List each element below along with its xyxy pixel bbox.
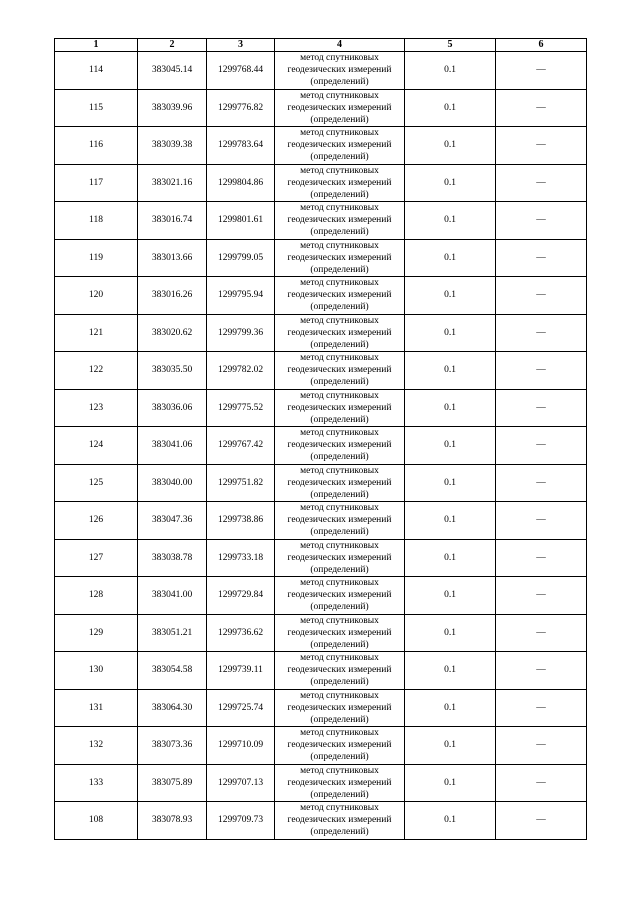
method-text-line: метод спутниковых <box>300 690 379 701</box>
method-text-line: геодезических измерений <box>287 365 392 376</box>
method-text-line: метод спутниковых <box>300 653 379 664</box>
method-text-line: метод спутниковых <box>300 353 379 364</box>
accuracy-cell: 0.1 <box>405 127 496 165</box>
point-number-cell: 125 <box>55 464 138 502</box>
method-text-line: (определений) <box>310 677 369 688</box>
x-coordinate-cell: 383036.06 <box>138 389 207 427</box>
y-coordinate-cell: 1299739.11 <box>207 652 275 690</box>
point-number-cell: 131 <box>55 689 138 727</box>
point-number-cell: 120 <box>55 277 138 315</box>
x-coordinate-cell: 383045.14 <box>138 52 207 90</box>
y-coordinate-cell: 1299783.64 <box>207 127 275 165</box>
point-number-cell: 127 <box>55 539 138 577</box>
point-number-cell: 117 <box>55 164 138 202</box>
y-coordinate-cell: 1299799.05 <box>207 239 275 277</box>
method-text-line: метод спутниковых <box>300 315 379 326</box>
y-coordinate-cell: 1299775.52 <box>207 389 275 427</box>
method-text-line: метод спутниковых <box>300 165 379 176</box>
y-coordinate-cell: 1299751.82 <box>207 464 275 502</box>
method-text-line: геодезических измерений <box>287 815 392 826</box>
y-coordinate-cell: 1299799.36 <box>207 314 275 352</box>
accuracy-cell: 0.1 <box>405 764 496 802</box>
accuracy-cell: 0.1 <box>405 689 496 727</box>
accuracy-cell: 0.1 <box>405 89 496 127</box>
method-text-line: (определений) <box>310 827 369 838</box>
x-coordinate-cell: 383054.58 <box>138 652 207 690</box>
note-cell: — <box>496 202 587 240</box>
note-cell: — <box>496 577 587 615</box>
header-cell-6: 6 <box>496 39 587 52</box>
accuracy-cell: 0.1 <box>405 652 496 690</box>
table-row <box>55 652 587 690</box>
method-cell <box>275 464 405 502</box>
method-text-line: метод спутниковых <box>300 615 379 626</box>
point-number-cell: 129 <box>55 614 138 652</box>
x-coordinate-cell: 383039.96 <box>138 89 207 127</box>
method-cell <box>275 89 405 127</box>
method-cell <box>275 314 405 352</box>
method-cell <box>275 802 405 840</box>
y-coordinate-cell: 1299795.94 <box>207 277 275 315</box>
accuracy-cell: 0.1 <box>405 577 496 615</box>
accuracy-cell: 0.1 <box>405 352 496 390</box>
method-cell <box>275 764 405 802</box>
table-row <box>55 427 587 465</box>
note-cell: — <box>496 127 587 165</box>
y-coordinate-cell: 1299709.73 <box>207 802 275 840</box>
method-text-line: (определений) <box>310 302 369 313</box>
x-coordinate-cell: 383016.74 <box>138 202 207 240</box>
y-coordinate-cell: 1299776.82 <box>207 89 275 127</box>
coordinates-table <box>54 38 587 840</box>
method-cell <box>275 52 405 90</box>
accuracy-cell: 0.1 <box>405 502 496 540</box>
method-text-line: геодезических измерений <box>287 177 392 188</box>
x-coordinate-cell: 383041.06 <box>138 427 207 465</box>
table-row <box>55 577 587 615</box>
method-text-line: (определений) <box>310 752 369 763</box>
accuracy-cell: 0.1 <box>405 164 496 202</box>
method-text-line: (определений) <box>310 377 369 388</box>
method-text-line: метод спутниковых <box>300 278 379 289</box>
method-text-line: (определений) <box>310 789 369 800</box>
y-coordinate-cell: 1299768.44 <box>207 52 275 90</box>
x-coordinate-cell: 383020.62 <box>138 314 207 352</box>
note-cell: — <box>496 89 587 127</box>
note-cell: — <box>496 314 587 352</box>
accuracy-cell: 0.1 <box>405 539 496 577</box>
point-number-cell: 130 <box>55 652 138 690</box>
point-number-cell: 126 <box>55 502 138 540</box>
accuracy-cell: 0.1 <box>405 802 496 840</box>
point-number-cell: 124 <box>55 427 138 465</box>
x-coordinate-cell: 383041.00 <box>138 577 207 615</box>
point-number-cell: 128 <box>55 577 138 615</box>
accuracy-cell: 0.1 <box>405 277 496 315</box>
x-coordinate-cell: 383021.16 <box>138 164 207 202</box>
method-text-line: геодезических измерений <box>287 590 392 601</box>
method-text-line: геодезических измерений <box>287 252 392 263</box>
method-text-line: метод спутниковых <box>300 240 379 251</box>
method-cell <box>275 352 405 390</box>
method-text-line: метод спутниковых <box>300 540 379 551</box>
method-text-line: (определений) <box>310 77 369 88</box>
note-cell: — <box>496 352 587 390</box>
method-text-line: (определений) <box>310 339 369 350</box>
method-text-line: (определений) <box>310 489 369 500</box>
x-coordinate-cell: 383078.93 <box>138 802 207 840</box>
point-number-cell: 114 <box>55 52 138 90</box>
y-coordinate-cell: 1299729.84 <box>207 577 275 615</box>
note-cell: — <box>496 502 587 540</box>
method-text-line: метод спутниковых <box>300 765 379 776</box>
table-row <box>55 52 587 90</box>
method-text-line: (определений) <box>310 414 369 425</box>
y-coordinate-cell: 1299733.18 <box>207 539 275 577</box>
accuracy-cell: 0.1 <box>405 202 496 240</box>
method-text-line: геодезических измерений <box>287 740 392 751</box>
x-coordinate-cell: 383075.89 <box>138 764 207 802</box>
method-text-line: (определений) <box>310 452 369 463</box>
note-cell: — <box>496 727 587 765</box>
table-row <box>55 89 587 127</box>
header-cell-5: 5 <box>405 39 496 52</box>
method-text-line: геодезических измерений <box>287 627 392 638</box>
method-text-line: геодезических измерений <box>287 702 392 713</box>
note-cell: — <box>496 689 587 727</box>
note-cell: — <box>496 464 587 502</box>
method-cell <box>275 652 405 690</box>
method-text-line: геодезических измерений <box>287 290 392 301</box>
note-cell: — <box>496 389 587 427</box>
method-text-line: (определений) <box>310 114 369 125</box>
header-cell-1: 1 <box>55 39 138 52</box>
point-number-cell: 121 <box>55 314 138 352</box>
note-cell: — <box>496 239 587 277</box>
accuracy-cell: 0.1 <box>405 239 496 277</box>
method-text-line: метод спутниковых <box>300 128 379 139</box>
method-text-line: геодезических измерений <box>287 140 392 151</box>
x-coordinate-cell: 383040.00 <box>138 464 207 502</box>
method-text-line: (определений) <box>310 152 369 163</box>
note-cell: — <box>496 52 587 90</box>
note-cell: — <box>496 277 587 315</box>
accuracy-cell: 0.1 <box>405 389 496 427</box>
method-text-line: (определений) <box>310 227 369 238</box>
y-coordinate-cell: 1299738.86 <box>207 502 275 540</box>
y-coordinate-cell: 1299782.02 <box>207 352 275 390</box>
accuracy-cell: 0.1 <box>405 427 496 465</box>
point-number-cell: 123 <box>55 389 138 427</box>
method-text-line: (определений) <box>310 564 369 575</box>
table-row <box>55 127 587 165</box>
method-text-line: метод спутниковых <box>300 465 379 476</box>
note-cell: — <box>496 764 587 802</box>
method-text-line: геодезических измерений <box>287 440 392 451</box>
method-text-line: геодезических измерений <box>287 215 392 226</box>
x-coordinate-cell: 383051.21 <box>138 614 207 652</box>
x-coordinate-cell: 383038.78 <box>138 539 207 577</box>
method-text-line: метод спутниковых <box>300 90 379 101</box>
method-cell <box>275 239 405 277</box>
point-number-cell: 116 <box>55 127 138 165</box>
accuracy-cell: 0.1 <box>405 314 496 352</box>
method-text-line: метод спутниковых <box>300 503 379 514</box>
method-text-line: метод спутниковых <box>300 428 379 439</box>
accuracy-cell: 0.1 <box>405 464 496 502</box>
method-text-line: (определений) <box>310 189 369 200</box>
method-cell <box>275 127 405 165</box>
table-row <box>55 277 587 315</box>
method-text-line: геодезических измерений <box>287 102 392 113</box>
method-text-line: геодезических измерений <box>287 477 392 488</box>
method-text-line: метод спутниковых <box>300 203 379 214</box>
note-cell: — <box>496 652 587 690</box>
note-cell: — <box>496 164 587 202</box>
y-coordinate-cell: 1299707.13 <box>207 764 275 802</box>
point-number-cell: 122 <box>55 352 138 390</box>
note-cell: — <box>496 539 587 577</box>
y-coordinate-cell: 1299736.62 <box>207 614 275 652</box>
table-row <box>55 164 587 202</box>
method-cell <box>275 389 405 427</box>
method-text-line: (определений) <box>310 264 369 275</box>
x-coordinate-cell: 383064.30 <box>138 689 207 727</box>
note-cell: — <box>496 614 587 652</box>
y-coordinate-cell: 1299725.74 <box>207 689 275 727</box>
accuracy-cell: 0.1 <box>405 614 496 652</box>
table-row <box>55 352 587 390</box>
method-text-line: метод спутниковых <box>300 728 379 739</box>
table-row <box>55 539 587 577</box>
method-cell <box>275 164 405 202</box>
table-row <box>55 802 587 840</box>
x-coordinate-cell: 383073.36 <box>138 727 207 765</box>
y-coordinate-cell: 1299710.09 <box>207 727 275 765</box>
table-row <box>55 389 587 427</box>
table-row <box>55 689 587 727</box>
note-cell: — <box>496 802 587 840</box>
table-row <box>55 464 587 502</box>
method-cell <box>275 277 405 315</box>
x-coordinate-cell: 383035.50 <box>138 352 207 390</box>
y-coordinate-cell: 1299801.61 <box>207 202 275 240</box>
method-text-line: геодезических измерений <box>287 515 392 526</box>
x-coordinate-cell: 383016.26 <box>138 277 207 315</box>
method-cell <box>275 577 405 615</box>
table-body <box>55 52 587 840</box>
point-number-cell: 132 <box>55 727 138 765</box>
method-text-line: геодезических измерений <box>287 65 392 76</box>
table-row <box>55 314 587 352</box>
table-row <box>55 727 587 765</box>
x-coordinate-cell: 383013.66 <box>138 239 207 277</box>
table-row <box>55 202 587 240</box>
method-cell <box>275 539 405 577</box>
method-cell <box>275 502 405 540</box>
method-text-line: метод спутниковых <box>300 390 379 401</box>
method-text-line: геодезических измерений <box>287 402 392 413</box>
method-text-line: метод спутниковых <box>300 53 379 64</box>
point-number-cell: 108 <box>55 802 138 840</box>
header-cell-3: 3 <box>207 39 275 52</box>
note-cell: — <box>496 427 587 465</box>
point-number-cell: 133 <box>55 764 138 802</box>
accuracy-cell: 0.1 <box>405 52 496 90</box>
y-coordinate-cell: 1299804.86 <box>207 164 275 202</box>
point-number-cell: 118 <box>55 202 138 240</box>
method-text-line: (определений) <box>310 714 369 725</box>
method-text-line: метод спутниковых <box>300 803 379 814</box>
table-row <box>55 764 587 802</box>
method-text-line: (определений) <box>310 602 369 613</box>
method-text-line: геодезических измерений <box>287 665 392 676</box>
y-coordinate-cell: 1299767.42 <box>207 427 275 465</box>
method-cell <box>275 202 405 240</box>
method-text-line: геодезических измерений <box>287 327 392 338</box>
table-header <box>55 39 587 52</box>
method-cell <box>275 614 405 652</box>
table-row <box>55 502 587 540</box>
table-row <box>55 614 587 652</box>
table-row <box>55 239 587 277</box>
method-text-line: геодезических измерений <box>287 552 392 563</box>
method-cell <box>275 427 405 465</box>
accuracy-cell: 0.1 <box>405 727 496 765</box>
method-text-line: (определений) <box>310 527 369 538</box>
header-row <box>55 39 587 52</box>
header-cell-2: 2 <box>138 39 207 52</box>
method-text-line: геодезических измерений <box>287 777 392 788</box>
method-cell <box>275 689 405 727</box>
point-number-cell: 119 <box>55 239 138 277</box>
method-cell <box>275 727 405 765</box>
header-cell-4: 4 <box>275 39 405 52</box>
x-coordinate-cell: 383039.38 <box>138 127 207 165</box>
x-coordinate-cell: 383047.36 <box>138 502 207 540</box>
method-text-line: метод спутниковых <box>300 578 379 589</box>
point-number-cell: 115 <box>55 89 138 127</box>
method-text-line: (определений) <box>310 639 369 650</box>
